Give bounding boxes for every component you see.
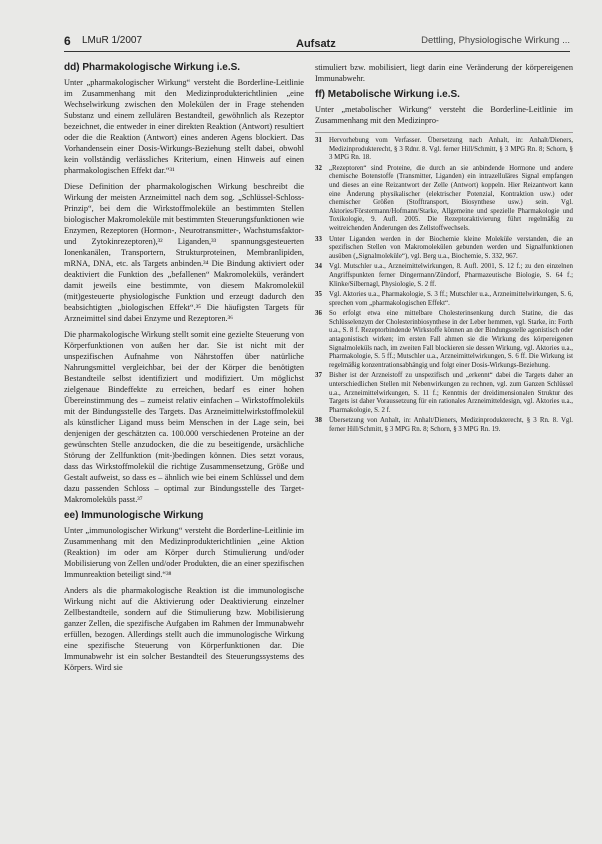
section-label: Aufsatz xyxy=(296,38,336,50)
paragraph: Unter „immunologischer Wirkung“ versteht die Borderline-Leitlinie im Zusammenhang mit den Medizinprodukterichtlinien „eine Aktion (Reaktion) im oder am Körper durch Stimulierung und/oder Mobilisierung von Zellen und/oder Produkten, die an einer spezifischen Immunreaktion beteiligt sind.“³⁸ xyxy=(64,526,304,579)
paragraph: stimuliert bzw. mobilisiert, liegt darin eine Veränderung der körpereigenen Immunabwehr. xyxy=(315,63,573,83)
heading-immunological-effect: ee) Immunologische Wirkung xyxy=(64,510,204,521)
left-column xyxy=(64,62,304,808)
footnote-text: Vgl. Mutschler u.a., Arzneimittelwirkungen, 8. Aufl. 2001, S. 12 f.; zu den einzelnen Angriffspunkten ferner Dingermann/Zündorf, Pharmazeutische Biologie, S. 64 f.; Klinke/Silbernagl, Physiologie, S. 2 ff. xyxy=(329,263,573,288)
footnote-number: 36 xyxy=(315,310,322,318)
heading-metabolic-effect: ff) Metabolische Wirkung i.e.S. xyxy=(315,89,460,100)
footnotes xyxy=(315,132,573,435)
footnote-text: Vgl. Aktories u.a., Pharmakologie, S. 3 ff.; Mutschler u.a., Arzneimittelwirkungen, S. 6, sprechen vom „pharmakologischen Effekt“. xyxy=(329,291,573,307)
footnote xyxy=(315,236,573,262)
footnote-number: 37 xyxy=(315,372,322,380)
footnote xyxy=(315,372,573,415)
paragraph: Unter „pharmakologischer Wirkung“ versteht die Borderline-Leitlinie im Zusammenhang mit den Medizinprodukterichtlinien „eine Wechselwirkung zwischen den Molekülen der in Frage stehenden Substanz und einem zellulären Bestandteil, gewöhnlich als Rezeptor bezeichnet, die entweder in einer direkten Reaktion (Antwort) resultiert oder die die Reaktion (Antwort) eines anderen Agens blockiert. Das Vorhandensein einer Dosis-Wirkungs-Beziehung stellt dabei, obwohl kein vollständig verlässliches Kriterium, einen Hinweis auf einen pharmakologischen Effekt dar.“³¹ xyxy=(64,78,304,175)
page-number: 6 xyxy=(64,34,71,48)
paragraph: Die pharmakologische Wirkung stellt somit eine gezielte Steuerung von Körperfunktionen von außen her dar. Sie ist nicht mit der unspezifischen Aufnahme von Nährstoffen über natürliche Nahrungsmittel vergleichbar, bei der der Körper die benötigten Bestandteile selbst identifiziert und modifiziert. Um möglichst zielgenaue Bindeffekte zu erreichen, bedarf es einer hohen Übereinstimmung des – zumeist relativ einfachen – Wirkstoffmoleküls mit der Bindungsstelle des Targets. Das Arzneimittelwirkstoffmolekül als künstlicher Ligand muss beim Menschen in der Lage sein, bei denjenigen der geschätzten ca. 100.000 verschiedenen Proteine an der gewünschten Stelle anzudocken, die die zu beseitigende, ursächliche Störung der Zellfunktion (mit-)bedingen können. Dies setzt voraus, dass das Wirkstoffmolekül die richtige Zusammensetzung, Größe und Gestalt aufweist, so dass es – ähnlich wie bei einem Schlüssel und dem dazu passenden Schloss – optimal zur Bindungsstelle des Target-Makromoleküls passt.³⁷ xyxy=(64,330,304,504)
footnote-text: „Rezeptoren“ sind Proteine, die durch an sie anbindende Hormone und andere chemische Botenstoffe (Transmitter, Liganden) ein intrazelluläres Signal empfangen und dieses an eine Reizantwort der Zelle (Antwort) koppeln. Hier Reizantwort kann eine Änderung physikalischer (elektrischer Potenzial, Kontraktion usw.) oder chemischer Größen (Stofftransport, Biosynthese usw.) sein. Vgl. Aktories/Förstermann/Hofmann/Starke, Allgemeine und spezielle Pharmakologie und Toxikologie, 9. Aufl. 2005. Die Rezeptoraktivierung führt regelmäßig zu weitreichenden Änderungen des Zellstoffwechsels. xyxy=(329,164,573,232)
footnote xyxy=(315,263,573,289)
footnote-number: 32 xyxy=(315,164,322,172)
right-column xyxy=(315,62,573,808)
paragraph: Diese Definition der pharmakologischen Wirkung beschreibt die Wirkung der meisten Arzneimittel nach dem sog. „Schlüssel-Schloss-Prinzip“, bei dem die Wirkstoffmoleküle an bestimmten Stellen biologischer Makromoleküle mit bestimmten Steuerungsfunktionen wie Enzymen, Rezeptoren (Hormon-, Neurotransmitter-, Wachstumsfaktor- und Zytokinrezeptoren),³² Liganden,³³ spannungsgesteuerten Ionenkanälen, Transportern, Strukturproteinen, Membranlipiden, mRNA, DNA, etc. als Targets anbinden.³⁴ Die Bindung aktiviert oder deaktiviert die Funktion des „befallenen“ Makromoleküls, verändert damit jeweils eine bestimmte, von diesem Makromolekül (mit)gesteuerte physiologische Funktion und erzeugt dadurch den beabsichtigten „biologischen Effekt“.³⁵ Die häufigsten Targets für Arzneimittel sind dabei Enzyme und Rezeptoren.³⁶ xyxy=(64,182,304,323)
footnote xyxy=(315,165,573,234)
footnote xyxy=(315,417,573,434)
paragraph: Unter „metabolischer Wirkung“ versteht die Borderline-Leitlinie im Zusammenhang mit den Medizinpro- xyxy=(315,105,573,125)
footnote xyxy=(315,291,573,308)
footnote-text: Unter Liganden werden in der Biochemie kleine Moleküle verstanden, die an spezifischen Stellen von Makromolekülen gebunden werden und Signalfunktionen ausüben („Signalmoleküle“), vgl. Berg u.a., Biochemie, S. 332, 967. xyxy=(329,235,573,260)
page-header xyxy=(64,34,570,56)
footnote-text: Hervorhebung vom Verfasser. Übersetzung nach Anhalt, in: Anhalt/Dieners, Medizinprodukterecht, § 3 Rdnr. 8. Vgl. ferner Hill/Schmitt, § 3 MPG Rn. 8; Schorn, § 3 MPG Rn. 18. xyxy=(329,137,573,162)
header-rule xyxy=(64,51,570,52)
footnote-number: 31 xyxy=(315,137,322,144)
footnote-text: So erfolgt etwa eine mittelbare Cholesterinsenkung durch Statine, die das Schlüsselenzym der Cholesterinbiosynthese in der Leber hemmen, vgl. Starke, in: Forth u.a., S. 8 f. Rezeptorbindende Wirkstoffe können an der Bindungsstelle agonistisch oder antagonistisch wirken; im ersten Fall ahmen sie die Wirkung des körpereigenen Signalmoleküls nach, im zweiten Fall blockieren sie dessen Wirkung, vgl. Aktories u.a., Pharmakologie, S. 5 ff.; Mutschler u.a., Arzneimittelwirkungen, S. 6 ff. Die Wirkung ist regelmäßig konzentrationsabhängig und folgt einer Dosis-Wirkungs-Beziehung. xyxy=(329,310,573,369)
footnote xyxy=(315,137,573,163)
footnote-text: Übersetzung von Anhalt, in: Anhalt/Dieners, Medizinprodukterecht, § 3 Rn. 8. Vgl. ferner Hill/Schmitt, § 3 MPG Rn. 8; Schorn, § 3 MPG Rn. 19. xyxy=(329,417,573,433)
journal-name: LMuR 1/2007 xyxy=(82,35,143,46)
footnote-number: 38 xyxy=(315,417,322,425)
footnote-text: Bisher ist der Arzneistoff zu unspezifisch und „erkennt“ dabei die Targets daher an unterschiedlichen Stellen mit Nebenwirkungen zu rechnen, vgl. zum Ganzen Schlüssel u.a., Arzneimittelwirkungen, S. 11 f.; Kenntnis der dreidimensionalen Struktur des Targets ist daher Voraussetzung für ein rationales Arzneimitteldesign, vgl. Aktories u.a., Pharmakologie, S. 2 f. xyxy=(329,372,573,414)
footnote-number: 35 xyxy=(315,291,322,299)
footnote-number: 33 xyxy=(315,235,322,243)
footnote xyxy=(315,310,573,370)
running-title: Dettling, Physiologische Wirkung ... xyxy=(421,35,570,46)
heading-pharmacological-effect: dd) Pharmakologische Wirkung i.e.S. xyxy=(64,62,241,73)
paragraph: Anders als die pharmakologische Reaktion ist die immunologische Wirkung nicht auf die Aktivierung oder Deaktivierung einzelner Zellbestandteile, sondern auf die Stimulierung bzw. Mobilisierung ganzer Zellen, die spezifische Aufgaben im Rahmen der Immunabwehr erfüllen, bezogen. Allerdings stellt auch die immunologische Wirkung eine spezifische Steuerung von Körperfunktionen dar. Die Immunabwehr ist ein solcher Bestandteil des Steuerungssystems des Körpers. Wird sie xyxy=(64,586,304,672)
footnote-number: 34 xyxy=(315,263,322,271)
